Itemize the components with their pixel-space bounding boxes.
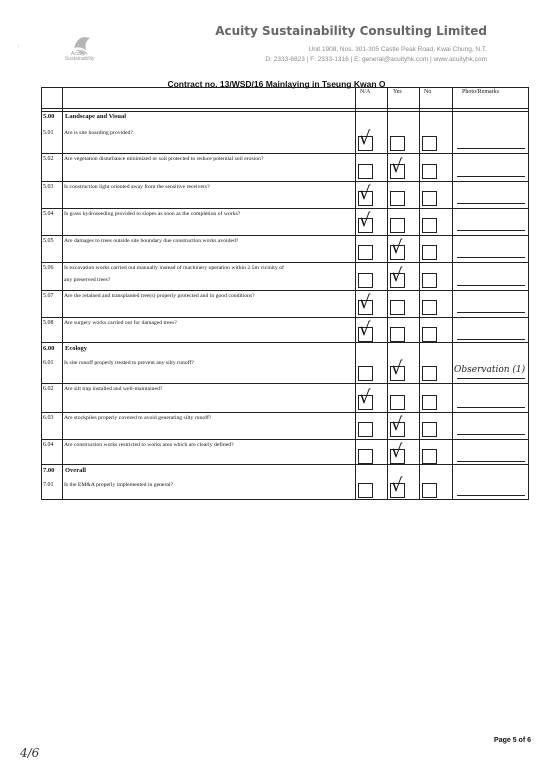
header-divider bbox=[42, 108, 528, 109]
item-question: Are surgery works carried out for damaged trees? bbox=[64, 320, 177, 326]
check-mark-icon: √ bbox=[359, 210, 371, 231]
checkbox-no bbox=[422, 327, 437, 342]
item-number: 6.02 bbox=[43, 386, 54, 392]
check-mark-icon: √ bbox=[359, 387, 371, 408]
item-question: Are damages to trees outside site boundary due construction works avoided? bbox=[64, 238, 239, 244]
check-mark-icon: √ bbox=[391, 414, 403, 435]
item-question: Is construction light oriented away from the sensitive receivers? bbox=[64, 184, 210, 190]
address-line2: D: 2333-6823 | F: 2333-1316 | E: general@acuityhk.com | www.acuityhk.com bbox=[265, 56, 487, 63]
logo-text bbox=[60, 52, 94, 62]
check-mark-icon: √ bbox=[391, 156, 403, 177]
item-number: 6.01 bbox=[43, 360, 54, 366]
item-question: Is the EM&A properly implemented in general? bbox=[64, 482, 173, 488]
remarks-line bbox=[457, 257, 525, 258]
checkbox-yes bbox=[390, 136, 405, 151]
address-line1: Unit 1908, Nos. 301-305 Castle Peak Road, Kwai Chung, N.T. bbox=[308, 46, 487, 53]
checkbox-na bbox=[358, 245, 373, 260]
page-title: Contract no. 13/WSD/16 Mainlaying in Tseung Kwan O bbox=[167, 79, 386, 89]
checkbox-no bbox=[422, 164, 437, 179]
check-mark-icon: √ bbox=[359, 292, 371, 313]
checkbox-yes bbox=[390, 327, 405, 342]
column-divider bbox=[419, 88, 420, 499]
check-mark-icon: √ bbox=[359, 183, 371, 204]
checkbox-no bbox=[422, 483, 437, 498]
checkbox-no bbox=[422, 300, 437, 315]
remarks-line bbox=[457, 312, 525, 313]
margin-mark: , bbox=[18, 42, 20, 48]
checkbox-na bbox=[358, 422, 373, 437]
checkbox-na bbox=[358, 449, 373, 464]
checkbox-no bbox=[422, 395, 437, 410]
checklist-table bbox=[41, 87, 529, 500]
remarks-line bbox=[457, 230, 525, 231]
checkbox-na bbox=[358, 273, 373, 288]
section-divider bbox=[42, 342, 528, 343]
section-name: Overall bbox=[65, 467, 86, 474]
column-divider bbox=[355, 88, 356, 499]
checkbox-yes bbox=[390, 191, 405, 206]
logo-text-line1: Acuity bbox=[71, 51, 85, 57]
section-number: 7.00 bbox=[43, 467, 55, 474]
remarks-line bbox=[457, 461, 525, 462]
column-header: N/A bbox=[360, 89, 371, 95]
checkbox-na bbox=[358, 483, 373, 498]
column-header: No bbox=[424, 89, 432, 95]
remarks-line bbox=[457, 203, 525, 204]
item-question: Is excavation works carried out manually instead of machinery operation within 2.5m vicinity of bbox=[64, 265, 284, 271]
item-number: 5.02 bbox=[43, 156, 54, 162]
item-question: Is grass hydroseeding provided to slopes as soon as the completion of works? bbox=[64, 211, 241, 217]
item-question: Are vegetation disturbance minimized or soil protected to reduce potential soil erosion? bbox=[64, 156, 264, 162]
column-divider bbox=[62, 88, 63, 499]
item-question: Are is site hoarding provided? bbox=[64, 130, 133, 136]
check-mark-icon: √ bbox=[359, 319, 371, 340]
check-mark-icon: √ bbox=[391, 265, 403, 286]
remarks-line bbox=[457, 378, 525, 379]
check-mark-icon: √ bbox=[391, 358, 403, 379]
checkbox-yes bbox=[390, 218, 405, 233]
check-mark-icon: √ bbox=[391, 237, 403, 258]
item-number: 5.04 bbox=[43, 211, 54, 217]
item-question: Are silt trap installed and well-maintained? bbox=[64, 386, 163, 392]
company-logo-icon bbox=[58, 28, 118, 68]
remarks-line bbox=[457, 434, 525, 435]
company-name: Acuity Sustainability Consulting Limited bbox=[215, 24, 487, 38]
header-subdivider bbox=[42, 111, 528, 112]
item-number: 5.05 bbox=[43, 238, 54, 244]
checkbox-no bbox=[422, 191, 437, 206]
checkbox-yes bbox=[390, 300, 405, 315]
checkbox-no bbox=[422, 449, 437, 464]
item-question: Is site runoff properly treated to prevent any silty runoff? bbox=[64, 360, 194, 366]
column-header: Yes bbox=[393, 89, 402, 95]
item-question-line2: any preserved trees? bbox=[64, 277, 111, 283]
section-number: 6.00 bbox=[43, 345, 55, 352]
checkbox-no bbox=[422, 366, 437, 381]
section-name: Landscape and Visual bbox=[65, 113, 127, 120]
handwritten-remark: Observation (1) bbox=[454, 365, 526, 375]
remarks-line bbox=[457, 148, 525, 149]
check-mark-icon: √ bbox=[391, 475, 403, 496]
item-question: Are the retained and transplanted tree(s) properly protected and in good conditions? bbox=[64, 293, 255, 299]
item-question: Are construction works restricted to works area which are clearly defined? bbox=[64, 442, 234, 448]
item-number: 5.06 bbox=[43, 265, 54, 271]
checkbox-no bbox=[422, 273, 437, 288]
item-number: 5.03 bbox=[43, 184, 54, 190]
column-divider bbox=[387, 88, 388, 499]
section-name: Ecology bbox=[65, 345, 88, 352]
column-header: Photo/Remarks bbox=[462, 89, 499, 95]
page-number: Page 5 of 6 bbox=[494, 737, 531, 744]
checkbox-no bbox=[422, 136, 437, 151]
remarks-line bbox=[457, 407, 525, 408]
item-question: Are stockpiles properly covered to avoid generating silty runoff? bbox=[64, 415, 212, 421]
handwritten-page-mark: 4/6 bbox=[20, 746, 40, 760]
checkbox-yes bbox=[390, 395, 405, 410]
checkbox-na bbox=[358, 366, 373, 381]
checkbox-na bbox=[358, 164, 373, 179]
column-divider bbox=[452, 88, 453, 499]
remarks-line bbox=[457, 285, 525, 286]
checkbox-no bbox=[422, 245, 437, 260]
item-number: 6.04 bbox=[43, 442, 54, 448]
section-number: 5.00 bbox=[43, 113, 55, 120]
remarks-line bbox=[457, 339, 525, 340]
check-mark-icon: √ bbox=[391, 441, 403, 462]
check-mark-icon: √ bbox=[359, 128, 371, 149]
remarks-line bbox=[457, 176, 525, 177]
item-number: 5.07 bbox=[43, 293, 54, 299]
logo-text-line2: Sustainability bbox=[65, 56, 95, 62]
section-divider bbox=[42, 464, 528, 465]
company-address bbox=[265, 45, 487, 65]
item-number: 5.01 bbox=[43, 130, 54, 136]
item-number: 6.03 bbox=[43, 415, 54, 421]
remarks-line bbox=[457, 495, 525, 496]
item-number: 7.01 bbox=[43, 482, 54, 488]
checkbox-no bbox=[422, 422, 437, 437]
item-number: 5.08 bbox=[43, 320, 54, 326]
checkbox-no bbox=[422, 218, 437, 233]
